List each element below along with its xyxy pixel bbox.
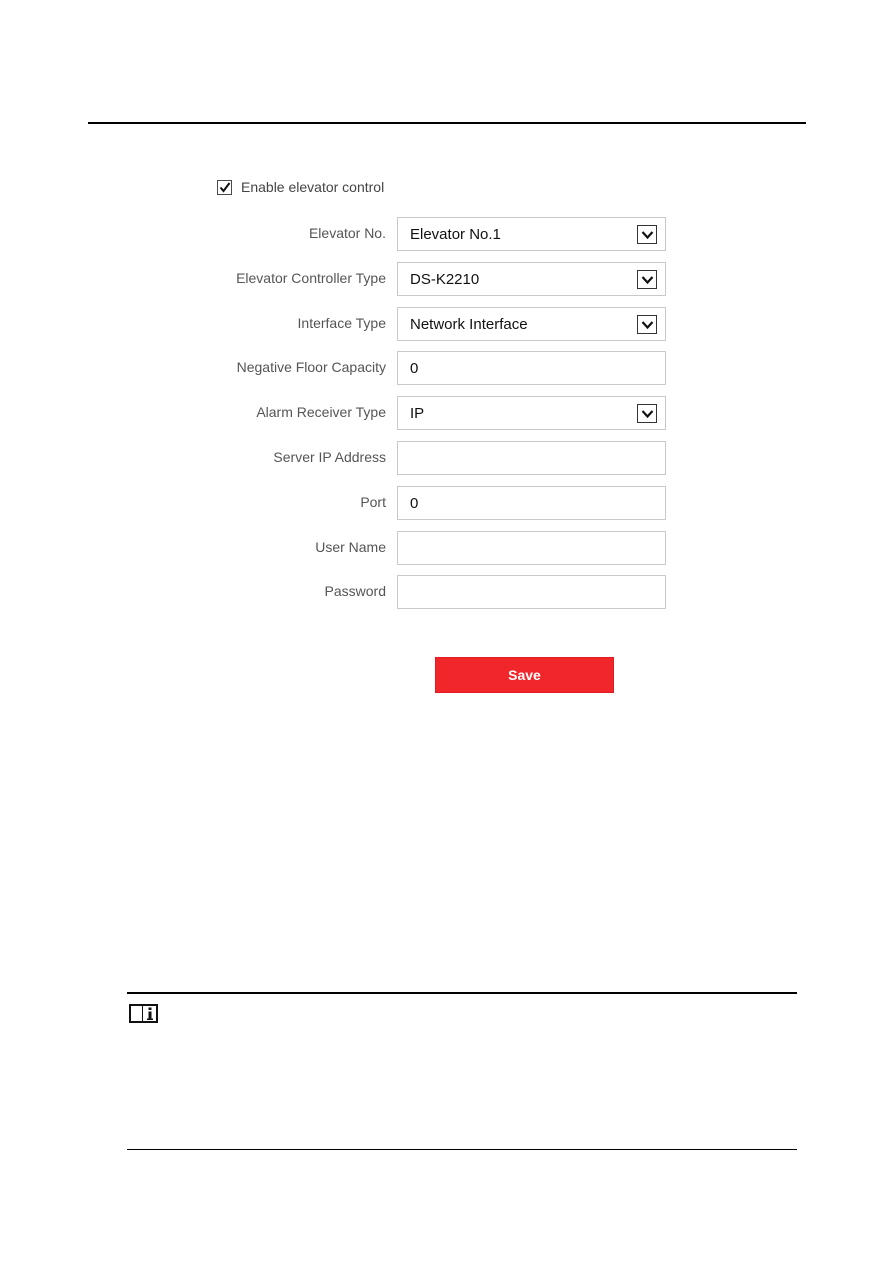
chevron-down-icon (641, 320, 654, 330)
alarm-receiver-type-dropdown-button[interactable] (637, 404, 657, 423)
server-ip-address-label: Server IP Address (273, 449, 386, 465)
password-input[interactable] (398, 576, 665, 608)
server-ip-address-row (200, 441, 666, 475)
chevron-down-icon (641, 275, 654, 285)
elevator-no-dropdown-button[interactable] (637, 225, 657, 244)
server-ip-address-field (397, 441, 666, 475)
interface-type-value: Network Interface (410, 316, 528, 333)
user-name-row (200, 531, 666, 565)
elevator-controller-type-dropdown-button[interactable] (637, 270, 657, 289)
note-top-rule (127, 992, 797, 994)
chevron-down-icon (641, 409, 654, 419)
enable-elevator-control-row (217, 178, 384, 196)
alarm-receiver-type-label: Alarm Receiver Type (256, 404, 386, 420)
enable-elevator-control-label: Enable elevator control (241, 179, 385, 195)
user-name-input[interactable] (398, 532, 665, 564)
enable-elevator-control-checkbox[interactable] (217, 180, 232, 195)
alarm-receiver-type-row (200, 396, 666, 430)
negative-floor-capacity-row (200, 351, 666, 385)
alarm-receiver-type-select[interactable] (397, 396, 666, 430)
interface-type-label: Interface Type (297, 315, 386, 331)
save-button[interactable]: Save (435, 657, 614, 693)
interface-type-select[interactable] (397, 307, 666, 341)
elevator-controller-type-value: DS-K2210 (410, 271, 480, 288)
elevator-controller-type-row (200, 262, 666, 296)
note-bottom-rule (127, 1149, 797, 1150)
port-input[interactable] (398, 487, 665, 519)
elevator-no-value: Elevator No.1 (410, 226, 501, 243)
elevator-no-row (200, 217, 666, 251)
port-label: Port (360, 494, 386, 510)
checkmark-icon (219, 181, 231, 194)
interface-type-row (200, 307, 666, 341)
negative-floor-capacity-field (397, 351, 666, 385)
password-label: Password (324, 583, 386, 599)
port-field (397, 486, 666, 520)
password-field (397, 575, 666, 609)
interface-type-dropdown-button[interactable] (637, 315, 657, 334)
user-name-label: User Name (315, 539, 386, 555)
user-name-field (397, 531, 666, 565)
negative-floor-capacity-input[interactable] (398, 352, 665, 384)
server-ip-address-input[interactable] (398, 442, 665, 474)
alarm-receiver-type-value: IP (410, 405, 425, 422)
password-row (200, 575, 666, 609)
elevator-controller-type-label: Elevator Controller Type (236, 270, 386, 286)
elevator-controller-type-select[interactable] (397, 262, 666, 296)
port-row (200, 486, 666, 520)
elevator-no-label: Elevator No. (308, 225, 386, 241)
note-book-info-icon (129, 1003, 159, 1023)
chevron-down-icon (641, 230, 654, 240)
negative-floor-capacity-label: Negative Floor Capacity (236, 359, 386, 375)
header-rule (88, 122, 806, 124)
elevator-no-select[interactable] (397, 217, 666, 251)
